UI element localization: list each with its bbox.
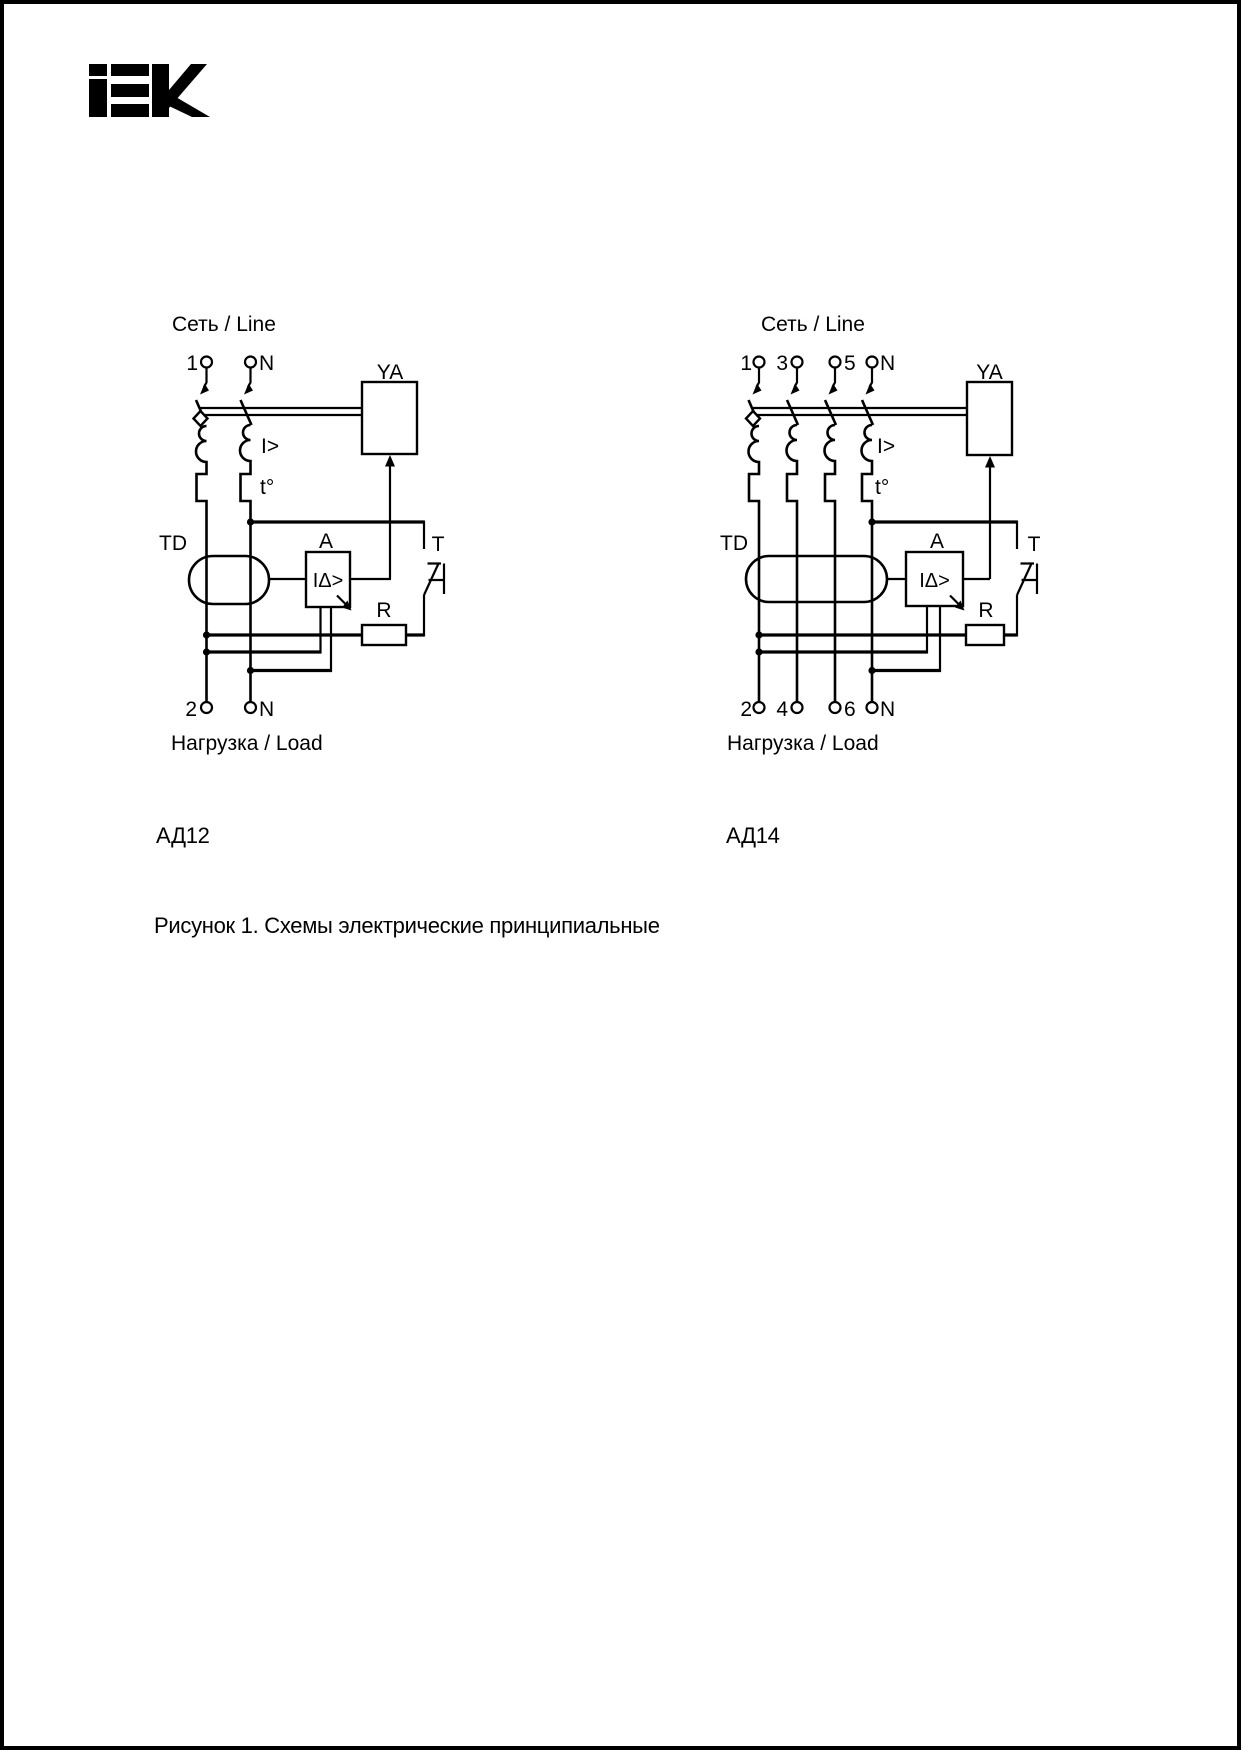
junction-dot (203, 631, 210, 638)
trip-coil-label: YA (376, 361, 404, 384)
terminal-top-3-label: 3 (776, 352, 788, 375)
test-button-contact (1017, 564, 1037, 596)
terminal-bottom-n (867, 702, 878, 713)
terminal-bottom-n-label: N (880, 698, 896, 721)
linkage-double-line (200, 408, 362, 415)
terminal-bottom-n-label: N (259, 698, 275, 721)
linkage-handle-diamond (746, 411, 760, 426)
terminal-bottom-4 (792, 702, 803, 713)
resistor-box (362, 625, 406, 645)
trip-coil-box (967, 382, 1012, 455)
polen-arrow-icon (244, 384, 253, 395)
terminal-top-1-label: 1 (740, 352, 752, 375)
amplifier-label: A (318, 530, 334, 553)
schematics-canvas (4, 4, 1241, 1750)
trip-coil-arrow-icon (985, 456, 995, 468)
polen-trip-element (240, 425, 251, 702)
terminal-top-1 (201, 357, 212, 368)
junction-dot (755, 631, 762, 638)
residual-current-label: IΔ> (312, 570, 344, 592)
terminal-bottom-2-label: 2 (185, 698, 197, 721)
terminal-bottom-n (245, 702, 256, 713)
terminal-bottom-2-label: 2 (740, 698, 752, 721)
junction-dot (203, 648, 210, 655)
pole1-arrow-icon (200, 384, 209, 395)
terminal-top-5 (830, 357, 841, 368)
terminal-top-3 (792, 357, 803, 368)
terminal-bottom-2 (754, 702, 765, 713)
junction-dot (247, 518, 254, 525)
terminal-bottom-6 (830, 702, 841, 713)
trip-coil-box (362, 382, 417, 454)
terminal-top-1 (754, 357, 765, 368)
load-label: Нагрузка / Load (171, 732, 323, 755)
terminal-top-n-label: N (259, 352, 275, 375)
resistor-label: R (978, 599, 994, 622)
terminal-bottom-6-label: 6 (844, 698, 856, 721)
resistor-box (966, 625, 1004, 645)
pole2-trip-element (787, 425, 798, 702)
linkage-double-line (753, 408, 968, 415)
test-button-label: T (431, 533, 445, 556)
trip-coil-label: YA (976, 361, 1003, 384)
terminal-top-n-label: N (880, 352, 896, 375)
polen-contact-blade (241, 400, 252, 425)
figure-caption: Рисунок 1. Схемы электрические принципиальные (154, 913, 660, 938)
junction-dot (868, 518, 875, 525)
polen-arrow-icon (866, 384, 875, 395)
amplifier-label: A (929, 530, 945, 553)
overcurrent-label: I> (261, 435, 280, 458)
transformer-label: TD (720, 532, 748, 555)
polen-trip-element (862, 425, 872, 702)
terminal-top-n (867, 357, 878, 368)
pole1-arrow-icon (753, 384, 762, 395)
thermal-label: t° (875, 476, 890, 499)
terminal-bottom-2 (201, 702, 212, 713)
junction-dot (868, 667, 875, 674)
test-button-contact (424, 564, 444, 596)
resistor-label: R (376, 599, 392, 622)
pole1-trip-element (196, 426, 206, 702)
transformer-label: TD (159, 532, 187, 555)
pole2-arrow-icon (791, 384, 800, 395)
overcurrent-label: I> (877, 435, 896, 458)
toroid-transformer (746, 556, 887, 602)
toroid-transformer (189, 556, 269, 604)
pole2-contact-blade (787, 400, 798, 425)
pole3-contact-blade (825, 400, 836, 425)
diagram1-model-label: АД12 (156, 823, 210, 848)
residual-current-label: IΔ> (919, 570, 950, 592)
schematic-ad14 (720, 313, 1041, 755)
trip-coil-arrow-icon (385, 455, 395, 467)
diagram2-model-label: АД14 (726, 823, 780, 848)
pole3-trip-element (825, 425, 835, 702)
linkage-handle-diamond (194, 411, 208, 426)
line-label: Сеть / Line (761, 313, 865, 336)
pole3-arrow-icon (829, 384, 838, 395)
terminal-top-1-label: 1 (186, 352, 198, 375)
terminal-top-5-label: 5 (844, 352, 856, 375)
load-label: Нагрузка / Load (727, 732, 879, 755)
junction-dot (755, 648, 762, 655)
thermal-label: t° (260, 476, 275, 499)
line-label: Сеть / Line (172, 313, 276, 336)
terminal-top-n (245, 357, 256, 368)
polen-contact-blade (862, 400, 873, 425)
terminal-bottom-4-label: 4 (776, 698, 788, 721)
schematic-ad12 (159, 313, 445, 755)
test-button-label: T (1027, 533, 1041, 556)
junction-dot (247, 667, 254, 674)
